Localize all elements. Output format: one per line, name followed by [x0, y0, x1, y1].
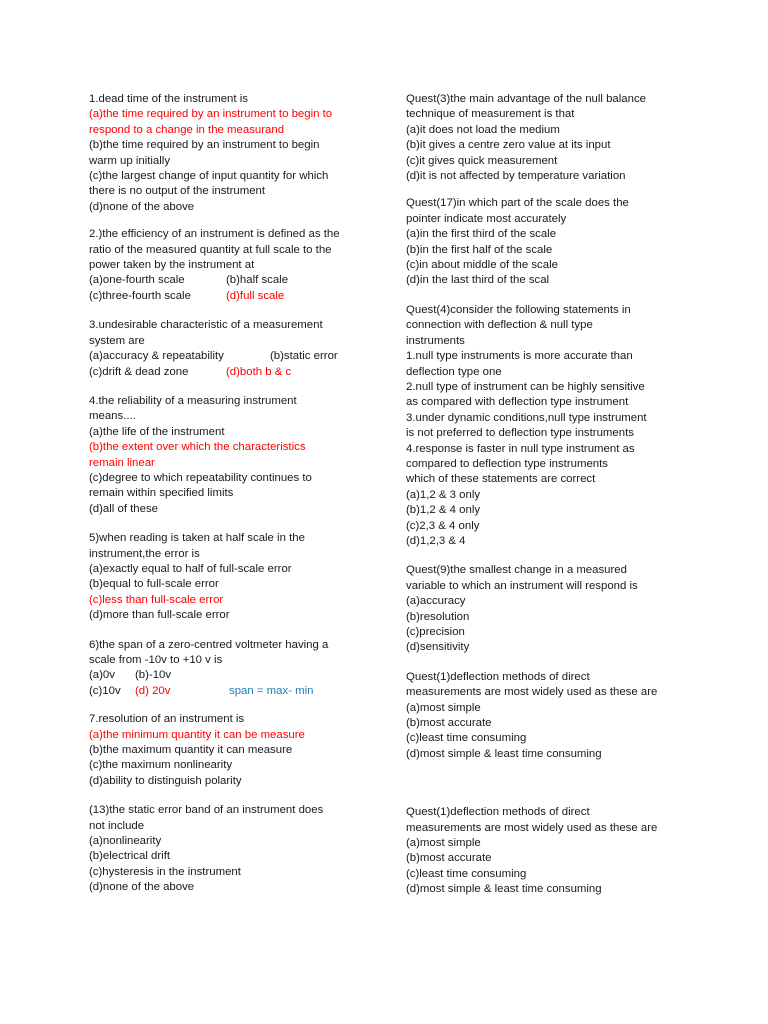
question-text: 5)when reading is taken at half scale in the [89, 532, 305, 545]
question-line [406, 731, 696, 746]
question-line [406, 334, 696, 349]
question-line [406, 579, 696, 594]
question-line [89, 684, 374, 699]
question-line [89, 577, 374, 592]
question-text: technique of measurement is that [406, 108, 575, 121]
question-line [89, 774, 374, 789]
answer-text: (d) 20v [135, 684, 171, 697]
question-block [89, 712, 374, 789]
question-text: 1.null type instruments is more accurate than [406, 350, 633, 363]
question-line [89, 502, 374, 517]
question-text: (d)ability to distinguish polarity [89, 774, 242, 787]
question-line [89, 409, 374, 424]
question-line [406, 594, 696, 609]
question-text: 3.under dynamic conditions,null type instrument [406, 411, 647, 424]
question-line [89, 365, 374, 380]
question-text: (b)it gives a centre zero value at its input [406, 139, 611, 152]
question-line [89, 865, 374, 880]
question-line [89, 169, 374, 184]
question-line [406, 123, 696, 138]
question-line [406, 851, 696, 866]
question-line [406, 640, 696, 655]
question-block [89, 531, 374, 623]
question-text: (d)it is not affected by temperature variation [406, 170, 626, 183]
question-text: (a)the life of the instrument [89, 425, 225, 438]
question-line [89, 743, 374, 758]
question-text: (d)most simple & least time consuming [406, 747, 602, 760]
question-text: Quest(1)deflection methods of direct [406, 806, 590, 819]
question-text: (a)accuracy [406, 595, 466, 608]
question-text: as compared with deflection type instrument [406, 396, 629, 409]
question-line [89, 154, 374, 169]
question-line [406, 610, 696, 625]
question-line [89, 138, 374, 153]
left-question-column [89, 92, 374, 896]
question-text: (a)1,2 & 3 only [406, 488, 481, 501]
question-text: (c)the largest change of input quantity for which [89, 170, 329, 183]
question-line [406, 92, 696, 107]
question-text: (b)most accurate [406, 852, 492, 865]
question-line [406, 303, 696, 318]
question-line [89, 638, 374, 653]
question-text: (a)in the first third of the scale [406, 228, 557, 241]
question-line [406, 318, 696, 333]
question-line [406, 457, 696, 472]
question-text: (d)none of the above [89, 200, 195, 213]
question-line [89, 728, 374, 743]
question-line [406, 442, 696, 457]
right-question-column [406, 92, 696, 898]
question-line [89, 819, 374, 834]
question-line [89, 803, 374, 818]
question-text: (d)sensitivity [406, 641, 470, 654]
question-line [406, 882, 696, 897]
question-text: which of these statements are correct [406, 473, 596, 486]
question-line [89, 92, 374, 107]
question-text: (a)most simple [406, 837, 481, 850]
question-text: 3.undesirable characteristic of a measurement [89, 319, 323, 332]
question-line [406, 154, 696, 169]
question-line [89, 318, 374, 333]
question-line [406, 380, 696, 395]
question-text: measurements are most widely used as these are [406, 686, 658, 699]
question-line [406, 670, 696, 685]
question-text: (b)most accurate [406, 717, 492, 730]
question-line [406, 625, 696, 640]
question-line [89, 758, 374, 773]
question-line [89, 425, 374, 440]
question-text: connection with deflection & null type [406, 319, 593, 332]
question-text: 6)the span of a zero-centred voltmeter having a [89, 638, 329, 651]
question-text: (d)most simple & least time consuming [406, 883, 602, 896]
question-text: (c)degree to which repeatability continues to [89, 471, 312, 484]
question-text: remain within specified limits [89, 487, 234, 500]
question-line [406, 138, 696, 153]
question-block [89, 318, 374, 380]
question-block [89, 394, 374, 517]
question-line [406, 227, 696, 242]
question-text: (c)least time consuming [406, 867, 527, 880]
question-line [89, 273, 374, 288]
question-line [406, 426, 696, 441]
question-line [406, 685, 696, 700]
question-text: (c)the maximum nonlinearity [89, 759, 233, 772]
question-text: 4.response is faster in null type instrument as [406, 442, 635, 455]
question-text: compared to deflection type instruments [406, 457, 608, 470]
question-line [89, 184, 374, 199]
question-line [89, 531, 374, 546]
question-text: (c)least time consuming [406, 732, 527, 745]
question-text: (13)the static error band of an instrument does [89, 804, 324, 817]
question-block [89, 803, 374, 895]
question-line [406, 169, 696, 184]
question-text: Quest(9)the smallest change in a measured [406, 564, 627, 577]
question-text: (b)electrical drift [89, 850, 171, 863]
answer-text: (a)the minimum quantity it can be measure [89, 728, 305, 741]
answer-text: (c)less than full-scale error [89, 593, 224, 606]
question-line [406, 107, 696, 122]
answer-text: (d)both b & c [226, 365, 292, 378]
question-line [89, 849, 374, 864]
question-line [89, 608, 374, 623]
question-line [406, 365, 696, 380]
question-line [406, 212, 696, 227]
question-text: (d)all of these [89, 502, 159, 515]
question-text: Quest(17)in which part of the scale does the [406, 197, 629, 210]
question-text: (c)three-fourth scale [89, 289, 191, 302]
question-text: system are [89, 334, 145, 347]
question-text: (c)it gives quick measurement [406, 154, 558, 167]
question-line [89, 834, 374, 849]
question-line [406, 395, 696, 410]
question-line [89, 289, 374, 304]
question-text: (a)most simple [406, 701, 481, 714]
question-line [406, 519, 696, 534]
question-block [89, 92, 374, 215]
question-line [406, 411, 696, 426]
question-line [406, 805, 696, 820]
question-line [406, 243, 696, 258]
question-line [406, 534, 696, 549]
question-line [406, 716, 696, 731]
question-text: (c)hysteresis in the instrument [89, 865, 241, 878]
question-block [406, 303, 696, 550]
question-block [406, 670, 696, 762]
question-text: not include [89, 819, 145, 832]
question-line [89, 227, 374, 242]
answer-text: remain linear [89, 456, 155, 469]
question-text: measurements are most widely used as these are [406, 821, 658, 834]
question-line [406, 349, 696, 364]
question-line [89, 243, 374, 258]
question-text: means.... [89, 410, 136, 423]
question-line [89, 712, 374, 727]
question-text: (b)static error [270, 350, 338, 363]
question-line [89, 593, 374, 608]
question-text: (a)nonlinearity [89, 835, 162, 848]
question-line [406, 821, 696, 836]
question-text: (d)1,2,3 & 4 [406, 534, 466, 547]
question-text: is not preferred to deflection type instruments [406, 427, 634, 440]
question-text: (a)exactly equal to half of full-scale error [89, 562, 292, 575]
question-text: (a)accuracy & repeatability [89, 350, 224, 363]
question-line [89, 653, 374, 668]
question-text: (c)10v [89, 684, 121, 697]
question-text: (b)resolution [406, 610, 470, 623]
question-line [89, 394, 374, 409]
question-line [406, 503, 696, 518]
question-text: (b)in the first half of the scale [406, 243, 553, 256]
question-text: variable to which an instrument will respond is [406, 579, 638, 592]
question-block [406, 805, 696, 897]
question-line [89, 200, 374, 215]
question-line [89, 562, 374, 577]
answer-text: respond to a change in the measurand [89, 123, 285, 136]
question-line [406, 258, 696, 273]
question-line [406, 196, 696, 211]
question-text: 2.null type of instrument can be highly sensitive [406, 380, 645, 393]
question-line [89, 547, 374, 562]
question-line [89, 456, 374, 471]
note-text: span = max- min [229, 684, 314, 697]
question-line [406, 488, 696, 503]
answer-text: (b)the extent over which the characteristics [89, 441, 306, 454]
question-text: (a)one-fourth scale [89, 274, 185, 287]
question-text: 1.dead time of the instrument is [89, 93, 248, 105]
question-line [89, 258, 374, 273]
question-text: (c)precision [406, 626, 465, 638]
question-text: scale from -10v to +10 v is [89, 654, 223, 666]
question-text: (c)drift & dead zone [89, 365, 189, 378]
question-text: (c)in about middle of the scale [406, 259, 558, 272]
question-text: (c)2,3 & 4 only [406, 519, 480, 532]
question-text: (b)the time required by an instrument to begin [89, 139, 320, 152]
question-line [406, 867, 696, 882]
question-text: (a)0v [89, 669, 115, 682]
answer-text: (a)the time required by an instrument to begin to [89, 108, 333, 121]
question-block [89, 227, 374, 304]
question-line [406, 472, 696, 487]
question-text: ratio of the measured quantity at full scale to the [89, 243, 332, 256]
question-text: (b)equal to full-scale error [89, 578, 219, 591]
question-text: instruments [406, 334, 465, 347]
question-line [89, 349, 374, 364]
question-text: 7.resolution of an instrument is [89, 713, 245, 726]
question-text: Quest(3)the main advantage of the null balance [406, 93, 646, 105]
question-text: (a)it does not load the medium [406, 123, 560, 136]
question-block [406, 92, 696, 184]
question-text: power taken by the instrument at [89, 259, 255, 272]
question-line [406, 747, 696, 762]
question-text: (b)1,2 & 4 only [406, 504, 481, 517]
question-text: deflection type one [406, 365, 502, 378]
question-text: (d)more than full-scale error [89, 609, 230, 622]
question-line [406, 701, 696, 716]
question-text: (d)in the last third of the scal [406, 274, 550, 287]
question-line [89, 486, 374, 501]
question-line [89, 107, 374, 122]
question-text: pointer indicate most accurately [406, 212, 567, 225]
question-text: Quest(1)deflection methods of direct [406, 670, 590, 683]
question-line [89, 471, 374, 486]
answer-text: (d)full scale [226, 289, 285, 302]
question-text: (b)-10v [135, 669, 172, 682]
question-text: (b)the maximum quantity it can measure [89, 744, 293, 757]
question-text: 4.the reliability of a measuring instrument [89, 394, 297, 407]
question-line [406, 836, 696, 851]
question-block [406, 196, 696, 288]
question-line [89, 123, 374, 138]
question-text: (b)half scale [226, 274, 289, 287]
question-text: 2.)the efficiency of an instrument is defined as the [89, 228, 340, 241]
question-block [406, 563, 696, 655]
question-line [406, 273, 696, 288]
question-text: instrument,the error is [89, 547, 200, 560]
question-line [89, 334, 374, 349]
question-text: warm up initially [89, 154, 171, 167]
question-line [89, 440, 374, 455]
question-line [89, 880, 374, 895]
question-text: Quest(4)consider the following statements in [406, 303, 631, 316]
question-text: (d)none of the above [89, 881, 195, 894]
question-line [406, 563, 696, 578]
question-line [89, 668, 374, 683]
question-text: there is no output of the instrument [89, 185, 266, 198]
question-block [89, 638, 374, 700]
